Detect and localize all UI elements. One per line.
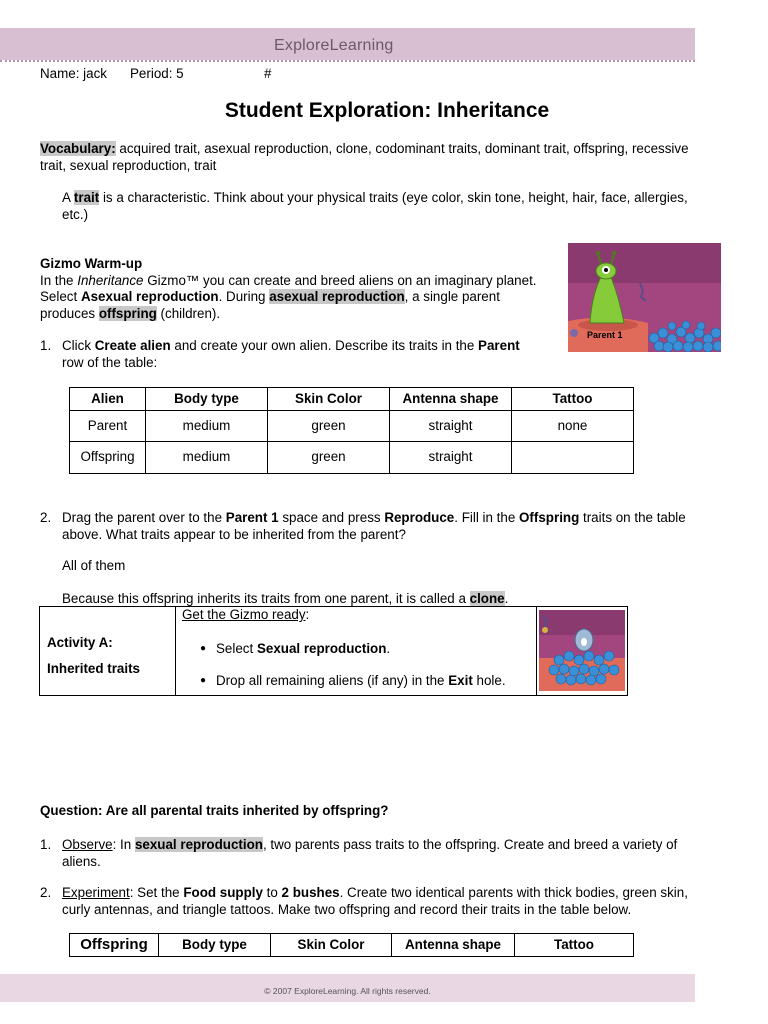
copyright-footer: © 2007 ExploreLearning. All rights reserved. — [264, 986, 431, 996]
table-cell[interactable]: medium — [146, 411, 268, 442]
table-header: Skin Color — [268, 388, 390, 411]
name-field: Name: jack — [40, 66, 107, 81]
table-header: Antenna shape — [392, 934, 515, 957]
activity-bullet-1: ● Select Sexual reproduction. — [216, 641, 390, 658]
table-header: Antenna shape — [390, 388, 512, 411]
table-header: Offspring — [70, 934, 159, 957]
table-header: Tattoo — [512, 388, 634, 411]
table-cell: Offspring — [70, 442, 146, 474]
warmup-line2: Select Asexual reproduction. During asexual reproduction, a single parent — [40, 289, 500, 304]
table-row — [70, 411, 634, 442]
vocabulary-paragraph — [40, 141, 720, 174]
table-cell[interactable]: green — [268, 411, 390, 442]
clone-term: clone — [469, 591, 505, 606]
table-header: Alien — [70, 388, 146, 411]
q2-text: Drag the parent over to the Parent 1 space and press Reproduce. Fill in the Offspring traits on the table above. What traits appear to be inherited from the parent? — [62, 510, 686, 542]
page-title: Student Exploration: Inheritance — [224, 99, 550, 122]
table-header: Body type — [159, 934, 271, 957]
trait-intro-rest2: etc.) — [62, 206, 89, 222]
gizmo-parent1-label: Parent 1 — [587, 330, 623, 340]
trait-intro — [62, 190, 722, 223]
table-cell[interactable]: straight — [390, 411, 512, 442]
gizmo-ready-heading: Get the Gizmo ready: — [182, 607, 310, 622]
observe-number: 1. — [40, 837, 52, 852]
table-cell: Parent — [70, 411, 146, 442]
gizmo-parent-image — [568, 243, 721, 352]
table-cell[interactable]: green — [268, 442, 390, 474]
observe-text: Observe: In sexual reproduction, two parents pass traits to the offspring. Create and breed a variety of aliens. — [62, 837, 678, 869]
table-cell[interactable]: straight — [390, 442, 512, 474]
activity-title: Activity A: Inherited traits — [47, 635, 141, 676]
gizmo-scene-illustration — [568, 243, 721, 352]
table-header-row — [70, 934, 634, 957]
experiment-number: 2. — [40, 885, 52, 900]
experiment-text: Experiment: Set the Food supply to 2 bushes. Create two identical parents with thick bodies, green skin, curly antennas, and triangle tattoos. Make two offspring and record their traits in the table below. — [62, 885, 688, 917]
q2-answer[interactable]: All of them — [62, 558, 126, 573]
table-row — [70, 442, 634, 474]
vocabulary-list-line2: trait, sexual reproduction, trait — [40, 157, 217, 173]
table-header: Skin Color — [271, 934, 392, 957]
activity-divider — [536, 606, 537, 695]
table-cell[interactable] — [512, 442, 634, 474]
gizmo-exit-illustration — [539, 610, 625, 691]
warmup-line1: In the Inheritance Gizmo™ you can create and breed aliens on an imaginary planet. — [40, 272, 537, 288]
table-cell[interactable]: none — [512, 411, 634, 442]
trait-intro-a: A — [62, 190, 74, 205]
q2-number: 2. — [40, 510, 52, 525]
trait-intro-rest: is a characteristic. Think about your physical traits (eye color, skin tone, height, hair, face, allergies, — [99, 190, 688, 205]
question-heading: Question: Are all parental traits inherited by offspring? — [40, 803, 389, 818]
q1-text: Click Create alien and create your own alien. Describe its traits in the Parent row of the table: — [62, 338, 520, 370]
number-field: # — [264, 66, 272, 81]
offspring-traits-table — [69, 933, 634, 957]
trait-term: trait — [73, 190, 100, 205]
table-header: Tattoo — [515, 934, 634, 957]
vocabulary-list: acquired trait, asexual reproduction, clone, codominant traits, dominant trait, offspring, recessive — [115, 141, 689, 156]
warmup-heading: Gizmo Warm-up — [40, 256, 143, 271]
period-field: Period: 5 — [130, 66, 184, 81]
activity-bullet-2: ● Drop all remaining aliens (if any) in the Exit hole. — [216, 673, 506, 690]
gizmo-exit-image — [539, 610, 625, 691]
q1-number: 1. — [40, 338, 52, 353]
clone-sentence: Because this offspring inherits its traits from one parent, it is called a clone. — [62, 591, 509, 606]
table-header: Body type — [146, 388, 268, 411]
table-header-row — [70, 388, 634, 411]
explorelearning-logo: ExploreLearning — [274, 37, 394, 54]
activity-divider — [175, 606, 176, 695]
warmup-line3: produces offspring (children). — [40, 305, 221, 321]
header-divider — [0, 60, 695, 62]
vocabulary-label: Vocabulary: — [40, 141, 116, 156]
table-cell[interactable]: medium — [146, 442, 268, 474]
warmup-section — [40, 256, 560, 322]
traits-table — [69, 387, 634, 474]
